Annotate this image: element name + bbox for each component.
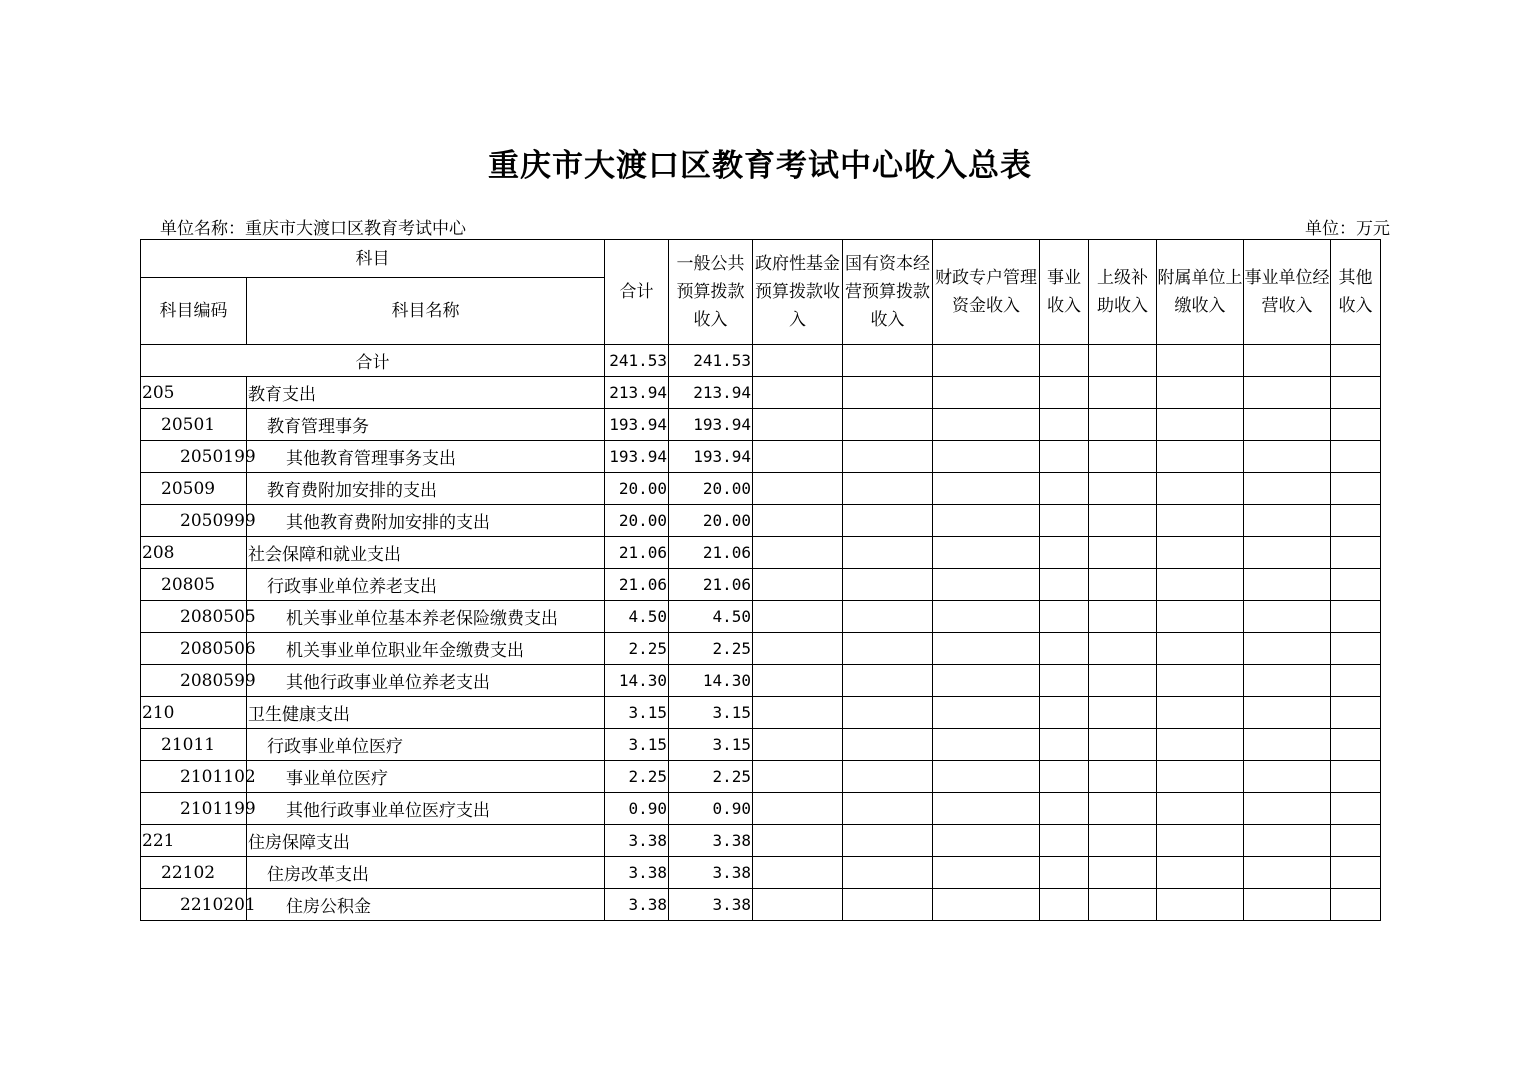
- general-budget-amount: 3.15: [669, 697, 753, 729]
- subject-name: 教育支出: [247, 377, 605, 409]
- general-budget-amount: 193.94: [669, 441, 753, 473]
- total-amount: 3.38: [605, 857, 669, 889]
- subject-name: 其他行政事业单位医疗支出: [247, 793, 605, 825]
- total-amount: 0.90: [605, 793, 669, 825]
- subject-name: 机关事业单位基本养老保险缴费支出: [247, 601, 605, 633]
- header-subject: 科目: [141, 240, 605, 278]
- subject-name: 其他教育管理事务支出: [247, 441, 605, 473]
- total-amount: 3.38: [605, 825, 669, 857]
- general-budget-amount: 3.38: [669, 857, 753, 889]
- table-row: [141, 377, 1381, 409]
- table-row: [141, 729, 1381, 761]
- total-amount: 2.25: [605, 761, 669, 793]
- header-superior-subsidy: 上级补助收入: [1089, 240, 1157, 345]
- total-amount: 21.06: [605, 569, 669, 601]
- header-operating-income: 事业单位经营收入: [1244, 240, 1331, 345]
- table-row: [141, 761, 1381, 793]
- subject-code: 2080505: [141, 601, 247, 633]
- subject-code: 205: [141, 377, 247, 409]
- table-row: [141, 665, 1381, 697]
- total-amount: 20.00: [605, 473, 669, 505]
- subject-code: 2050199: [141, 441, 247, 473]
- subject-name: 卫生健康支出: [247, 697, 605, 729]
- table-body: [141, 345, 1381, 921]
- subject-code: 210: [141, 697, 247, 729]
- header-affiliate-income: 附属单位上缴收入: [1157, 240, 1244, 345]
- header-total: 合计: [605, 240, 669, 345]
- header-business-income: 事业收入: [1040, 240, 1089, 345]
- subject-name: 行政事业单位医疗: [247, 729, 605, 761]
- subject-name: 教育管理事务: [247, 409, 605, 441]
- subject-code: 20805: [141, 569, 247, 601]
- table-row: [141, 473, 1381, 505]
- general-budget-amount: 2.25: [669, 633, 753, 665]
- total-amount: 3.15: [605, 697, 669, 729]
- general-budget-amount: 193.94: [669, 409, 753, 441]
- total-amount: 21.06: [605, 537, 669, 569]
- subject-name: 社会保障和就业支出: [247, 537, 605, 569]
- total-label: 合计: [141, 345, 605, 377]
- total-amount: 3.38: [605, 889, 669, 921]
- header-state-capital: 国有资本经营预算拨款收入: [843, 240, 933, 345]
- general-budget-amount: 3.38: [669, 889, 753, 921]
- subject-code: 2050999: [141, 505, 247, 537]
- total-amount: 4.50: [605, 601, 669, 633]
- total-amount: 2.25: [605, 633, 669, 665]
- general-budget-amount: 20.00: [669, 473, 753, 505]
- total-amount: 213.94: [605, 377, 669, 409]
- subject-code: 20509: [141, 473, 247, 505]
- general-budget-amount: 3.15: [669, 729, 753, 761]
- subject-code: 22102: [141, 857, 247, 889]
- table-row: [141, 505, 1381, 537]
- subject-code: 20501: [141, 409, 247, 441]
- general-budget-amount: 4.50: [669, 601, 753, 633]
- subject-code: 2101199: [141, 793, 247, 825]
- subject-name: 住房保障支出: [247, 825, 605, 857]
- header-general-budget: 一般公共预算拨款收入: [669, 240, 753, 345]
- total-amount: 241.53: [605, 345, 669, 377]
- general-budget-amount: 21.06: [669, 569, 753, 601]
- header-other-income: 其他收入: [1331, 240, 1381, 345]
- general-budget-amount: 21.06: [669, 537, 753, 569]
- table-row: [141, 601, 1381, 633]
- subject-code: 2080599: [141, 665, 247, 697]
- table-row: [141, 633, 1381, 665]
- subject-code: 221: [141, 825, 247, 857]
- table-row: [141, 857, 1381, 889]
- page-title: 重庆市大渡口区教育考试中心收入总表: [488, 148, 1032, 184]
- income-summary-table: [140, 239, 1381, 921]
- subject-name: 其他行政事业单位养老支出: [247, 665, 605, 697]
- general-budget-amount: 14.30: [669, 665, 753, 697]
- header-subject-code: 科目编码: [141, 278, 247, 345]
- general-budget-amount: 20.00: [669, 505, 753, 537]
- subject-code: 2101102: [141, 761, 247, 793]
- header-subject-name: 科目名称: [247, 278, 605, 345]
- total-amount: 193.94: [605, 441, 669, 473]
- subject-name: 机关事业单位职业年金缴费支出: [247, 633, 605, 665]
- general-budget-amount: 0.90: [669, 793, 753, 825]
- subject-code: 208: [141, 537, 247, 569]
- total-amount: 193.94: [605, 409, 669, 441]
- general-budget-amount: 3.38: [669, 825, 753, 857]
- table-header: [141, 240, 1381, 345]
- subject-name: 住房改革支出: [247, 857, 605, 889]
- subject-name: 其他教育费附加安排的支出: [247, 505, 605, 537]
- total-amount: 3.15: [605, 729, 669, 761]
- table-row: [141, 569, 1381, 601]
- general-budget-amount: 2.25: [669, 761, 753, 793]
- subject-name: 住房公积金: [247, 889, 605, 921]
- table-row: [141, 697, 1381, 729]
- subject-name: 行政事业单位养老支出: [247, 569, 605, 601]
- subject-code: 2210201: [141, 889, 247, 921]
- header-gov-fund: 政府性基金预算拨款收入: [753, 240, 843, 345]
- subject-code: 2080506: [141, 633, 247, 665]
- total-amount: 20.00: [605, 505, 669, 537]
- unit-name-label: 单位名称：重庆市大渡口区教育考试中心: [160, 219, 466, 239]
- table-row: [141, 793, 1381, 825]
- header-special-account: 财政专户管理资金收入: [933, 240, 1040, 345]
- table-row: [141, 889, 1381, 921]
- table-row: [141, 825, 1381, 857]
- subject-name: 教育费附加安排的支出: [247, 473, 605, 505]
- subject-name: 事业单位医疗: [247, 761, 605, 793]
- total-amount: 14.30: [605, 665, 669, 697]
- table-row: [141, 409, 1381, 441]
- table-row: [141, 537, 1381, 569]
- subject-code: 21011: [141, 729, 247, 761]
- total-general-amount: 241.53: [669, 345, 753, 377]
- general-budget-amount: 213.94: [669, 377, 753, 409]
- total-row: [141, 345, 1381, 377]
- table-row: [141, 441, 1381, 473]
- currency-unit-label: 单位：万元: [1305, 219, 1390, 239]
